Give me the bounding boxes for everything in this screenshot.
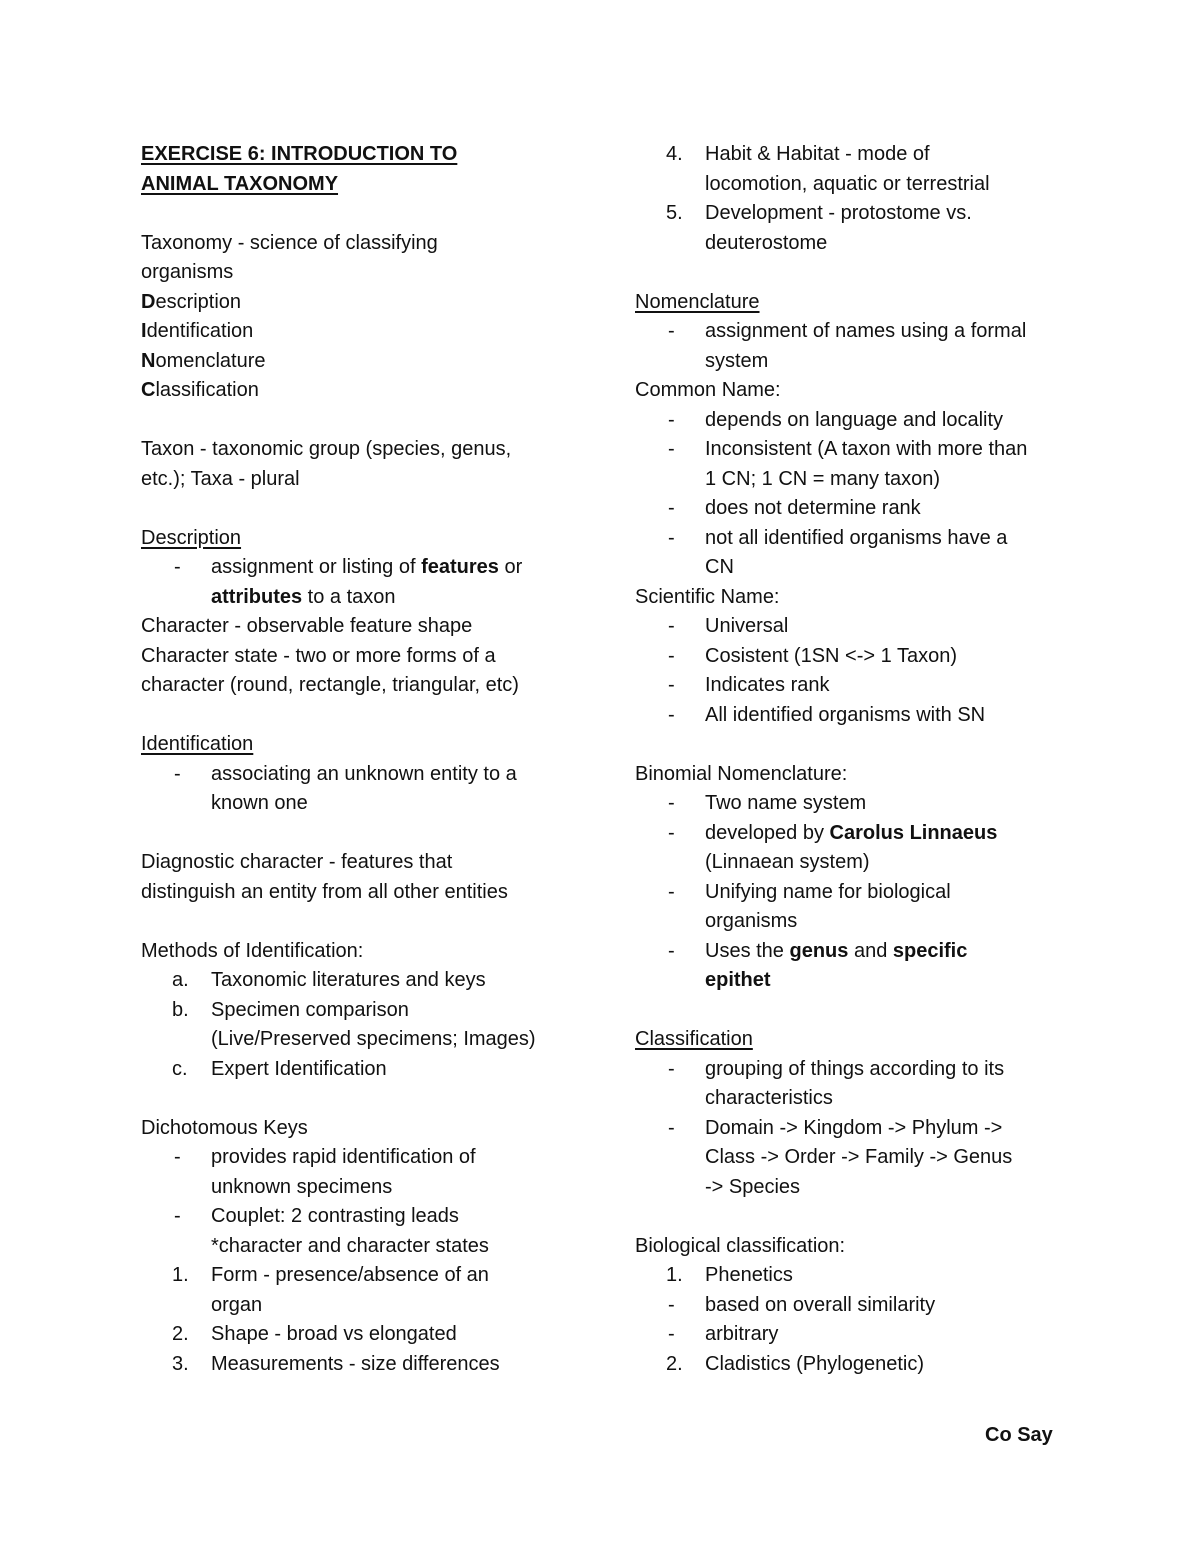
common-name-bullet: - Inconsistent (A taxon with more than 1 CN; 1 CN = many taxon): [668, 438, 1028, 490]
left-column: [141, 140, 581, 1379]
dinc-nomenclature: Nomenclature: [141, 349, 266, 372]
biological-classification-bullet: - based on overall similarity: [668, 1293, 936, 1316]
taxon-definition: Taxon - taxonomic group (species, genus,: [141, 438, 512, 460]
dichotomous-item: 1. Form - presence/absence of an organ: [172, 1264, 489, 1316]
dichotomous-heading: Dichotomous Keys: [141, 1116, 308, 1139]
biological-classification-item: 1. Phenetics: [666, 1264, 793, 1286]
dinc-identification: Identification: [141, 320, 254, 342]
scientific-name-bullet: - Universal: [668, 615, 789, 637]
method-item: a. Taxonomic literatures and keys: [172, 969, 486, 991]
binomial-heading: Binomial Nomenclature:: [635, 762, 848, 785]
dichotomous-bullet: - provides rapid identification of unknown specimens: [174, 1146, 476, 1198]
scientific-name-bullet: - Indicates rank: [668, 674, 830, 696]
page-title-line-2: ANIMAL TAXONOMY: [141, 172, 339, 195]
dichotomous-bullet: - Couplet: 2 contrasting leads *character and character states: [174, 1205, 489, 1257]
description-bullet: - assignment or listing of features or attributes to a taxon: [174, 556, 523, 608]
character-state-definition-cont: character (round, rectangle, triangular, etc): [141, 674, 519, 696]
scientific-name-bullet: - All identified organisms with SN: [668, 703, 986, 726]
diagnostic-character: Diagnostic character - features that: [141, 851, 453, 873]
dichotomous-item: 5. Development - protostome vs. deuterostome: [666, 202, 972, 254]
dinc-description: Description: [141, 290, 242, 313]
identification-heading: Identification: [141, 733, 254, 755]
common-name-heading: Common Name:: [635, 379, 781, 401]
common-name-bullet: - depends on language and locality: [668, 408, 1004, 431]
biological-classification-bullet: - arbitrary: [668, 1323, 779, 1345]
common-name-bullet: - does not determine rank: [668, 497, 921, 519]
taxonomy-definition: Taxonomy - science of classifying: [141, 231, 438, 254]
right-column: [635, 140, 1065, 1379]
character-state-definition: Character state - two or more forms of a: [141, 644, 496, 667]
taxonomy-definition-cont: organisms: [141, 261, 234, 283]
description-heading: Description: [141, 526, 242, 549]
scientific-name-bullet: - Cosistent (1SN <-> 1 Taxon): [668, 644, 957, 667]
dinc-classification: Classification: [141, 379, 259, 401]
method-item: b. Specimen comparison (Live/Preserved specimens; Images): [172, 998, 536, 1050]
biological-classification-heading: Biological classification:: [635, 1234, 846, 1257]
methods-heading: Methods of Identification:: [141, 939, 364, 962]
taxon-definition-cont: etc.); Taxa - plural: [141, 467, 300, 490]
diagnostic-character-cont: distinguish an entity from all other entities: [141, 880, 508, 903]
method-item: c. Expert Identification: [172, 1057, 387, 1080]
character-definition: Character - observable feature shape: [141, 615, 473, 637]
page-title-line-1: EXERCISE 6: INTRODUCTION TO: [141, 143, 458, 165]
binomial-bullet: - Unifying name for biological organisms: [668, 880, 951, 932]
classification-bullet: - Domain -> Kingdom -> Phylum -> Class -> Order -> Family -> Genus -> Species: [668, 1116, 1013, 1198]
nomenclature-heading: Nomenclature: [635, 290, 760, 313]
dichotomous-item: 4. Habit & Habitat - mode of locomotion, aquatic or terrestrial: [666, 143, 990, 195]
dichotomous-item: 2. Shape - broad vs elongated: [172, 1323, 457, 1345]
binomial-bullet: - developed by Carolus Linnaeus (Linnaean system): [668, 821, 998, 873]
identification-bullet: - associating an unknown entity to a known one: [174, 762, 517, 814]
nomenclature-bullet: - assignment of names using a formal system: [668, 320, 1027, 372]
binomial-bullet: - Uses the genus and specific epithet: [668, 939, 968, 991]
classification-bullet: - grouping of things according to its characteristics: [668, 1057, 1005, 1109]
footer-author: Co Say: [985, 1424, 1053, 1446]
biological-classification-item: 2. Cladistics (Phylogenetic): [666, 1352, 924, 1375]
binomial-bullet: - Two name system: [668, 792, 867, 814]
common-name-bullet: - not all identified organisms have a CN: [668, 526, 1008, 578]
scientific-name-heading: Scientific Name:: [635, 585, 780, 608]
dichotomous-item: 3. Measurements - size differences: [172, 1352, 500, 1375]
classification-heading: Classification: [635, 1028, 753, 1050]
